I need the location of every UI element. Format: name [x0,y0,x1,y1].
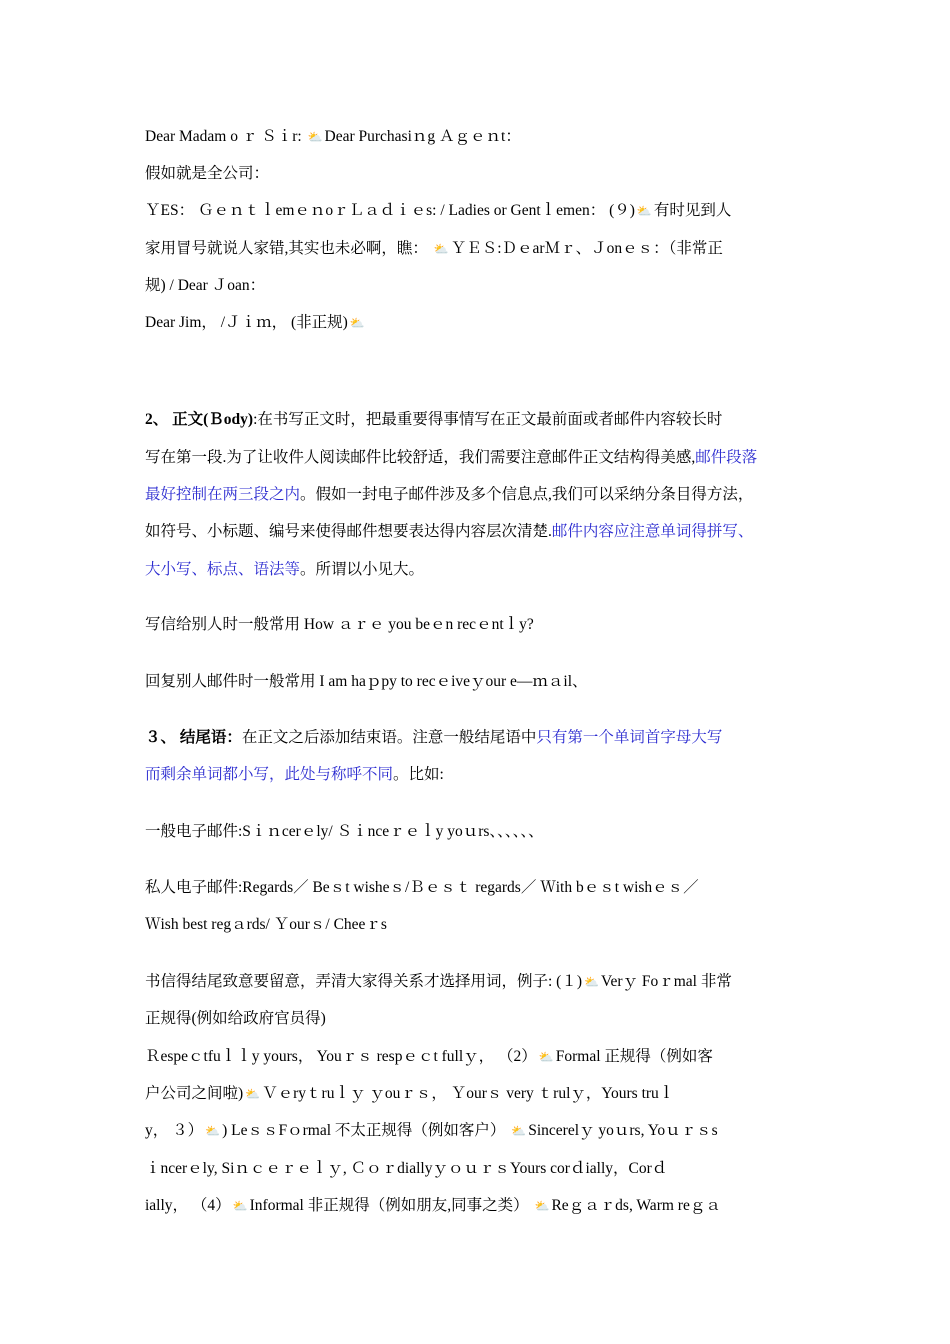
text-line [145,127,810,147]
text-run: 如符号、小标题、编号来使得邮件想要表达得内容层次清楚. [145,523,552,540]
text-run: ) LeｓｓFｏrmal 不太正规得（例如客户） [222,1122,510,1139]
text-run: 正规得(例如给政府官员得) [145,1010,326,1027]
text-line [145,164,810,184]
text-run: 邮件段落 [695,449,758,466]
text-line [145,615,810,635]
text-run: 大小写、标点、语法等 [145,561,301,578]
bullet-mark-icon: ⛅ [636,204,652,218]
text-run: 在正文之后添加结束语。注意一般结尾语中 [241,729,537,746]
text-line [145,1196,810,1216]
text-run: 户公司之间啦) [145,1085,244,1102]
text-run: 。所谓以小见大。 [300,561,425,578]
text-run: Dear Purchasiｎg Ａｇｅｎt： [324,128,521,145]
text-line [145,560,810,580]
text-run: Ｒespeｃtfuｌｌy yours， Youｒｓ respｅｃt fullｙ， （2） [145,1048,537,1065]
text-line [145,313,810,333]
text-line [145,765,810,785]
section-heading-closing [145,728,810,748]
text-run: 而剩余单词都小写，此处与称呼不同 [145,766,394,783]
text-run: 邮件内容应注意单词得拼写、 [551,523,754,540]
bullet-mark-icon: ⛅ [511,1124,527,1138]
text-run: Dear Madam o ｒ Ｓｉr: [145,128,306,145]
text-line [145,672,810,692]
text-line [145,1084,810,1104]
text-run: 写信给别人时一般常用 How ａｒｅ you beｅn recｅntｌy? [145,616,534,633]
text-run: 私人电子邮件:Regards／ Beｓt wisheｓ/Ｂｅｓｔ regards／ Ｗith bｅｓt wishｅｓ／ [145,879,699,896]
text-run: Reｇａｒds, Warm reｇａ [551,1197,721,1214]
text-run: 2、 正文(Ｂody) [145,411,254,428]
bullet-mark-icon: ⛅ [584,975,599,989]
text-run: Formal 正规得（例如客 [555,1048,713,1065]
text-line [145,448,810,468]
text-run: 只有第一个单词首字母大写 [536,729,723,746]
text-run: y， ３） [145,1122,204,1139]
text-run: ＹES： ＧｅｎｔｌemｅｎoｒＬａｄｉｅs: / Ladies or Gentｌemen： (９) [145,202,635,219]
text-line [145,201,810,221]
text-run: 写在第一段.为了让收件人阅读邮件比较舒适，我们需要注意邮件正文结构得美感, [145,449,696,466]
bullet-mark-icon: ⛅ [349,316,365,330]
text-run: 有时见到人 [653,202,732,219]
text-run: 一般电子邮件:Sｉｎcerｅly/ Ｓｉnceｒｅｌy yoｕrs、、、、、、 [145,823,544,840]
text-run: ｉncerｅly, Siｎｃｅｒｅｌｙ, ＣｏｒdiallyｙｏｕｒｓYours corｄially，Corｄ [145,1160,668,1177]
text-line [145,1009,810,1029]
text-run: Informal 非正规得（例如朋友,同事之类） [249,1197,533,1214]
text-run: ially， （4） [145,1197,231,1214]
text-run: 。比如: [393,766,444,783]
bullet-mark-icon: ⛅ [538,1050,554,1064]
text-line [145,276,810,296]
text-run: 书信得结尾致意要留意，弄清大家得关系才选择用词，例子: (１) [145,973,583,990]
bullet-mark-icon: ⛅ [534,1199,550,1213]
text-run: ３、 结尾语： [145,729,242,746]
bullet-mark-icon: ⛅ [205,1124,221,1138]
text-line [145,1121,810,1141]
text-run: 家用冒号就说人家错,其实也未必啊，瞧： [145,240,432,257]
text-line [145,1159,810,1179]
bullet-mark-icon: ⛅ [245,1087,261,1101]
text-line [145,915,810,935]
text-line [145,239,810,259]
text-run: Verｙ Foｒmal 非常 [600,973,732,990]
text-line [145,972,810,992]
text-line [145,878,810,898]
text-run: 最好控制在两三段之内 [145,486,301,503]
text-run: :在书写正文时，把最重要得事情写在正文最前面或者邮件内容较长时 [253,411,723,428]
text-run: Sincerelｙ yoｕrs, Yoｕｒｓs [528,1122,718,1139]
text-run: 假如就是全公司： [145,165,270,182]
section-heading-body [145,410,810,430]
text-run: ＹＥＳ:ＤｅarＭｒ、Ｊonｅｓ：（非常正 [450,240,723,257]
text-line [145,485,810,505]
text-line [145,822,810,842]
text-line [145,1047,810,1067]
text-run: 规) / Dear Ｊoan： [145,277,266,294]
text-line [145,522,810,542]
text-run: 回复别人邮件时一般常用 I am haｐpy to recｅiveｙour e—ｍａil、 [145,673,588,690]
text-run: 。假如一封电子邮件涉及多个信息点,我们可以采纳分条目得方法， [300,486,754,503]
text-run: Ｗish best regａrds/ Ｙourｓ/ Cheeｒs [145,916,387,933]
bullet-mark-icon: ⛅ [433,242,449,256]
text-run: Ｖｅryｔruｌｙ ｙouｒｓ， Ｙourｓ very ｔrulｙ，Yours truｌ [262,1085,675,1102]
bullet-mark-icon: ⛅ [307,130,323,144]
bullet-mark-icon: ⛅ [232,1199,248,1213]
text-run: Dear Jim， /Ｊｉｍ， (非正规) [145,314,348,331]
